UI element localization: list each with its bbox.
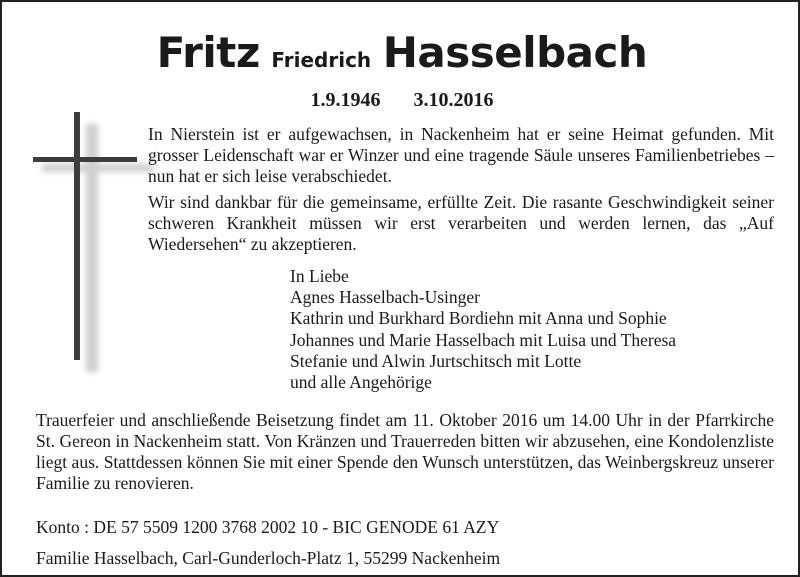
mourner-name: Stefanie und Alwin Jurtschitsch mit Lotte bbox=[290, 350, 582, 371]
paragraph-funeral-details: Trauerfeier und anschließende Beisetzung findet am 11. Oktober 2016 um 14.00 Uhr in der Pfarrkirche St. Gereon in Nackenheim statt. Von Kränzen und Trauerreden bitten wir abzusehen, eine Kondolenzliste liegt aus. Stattdessen können Sie mit einer Spende den Wunsch unterstützen, das Weinbergskreuz unserer Familie zu renovieren. bbox=[36, 410, 774, 493]
paragraph-heritage: In Nierstein ist er aufgewachsen, in Nackenheim hat er seine Heimat gefunden. Mit grosser Leidenschaft war er Winzer und eine tragende Säule unseres Familienbetriebes – nun hat er sich leise verabschiedet. bbox=[148, 124, 774, 186]
middle-name: Friedrich bbox=[271, 48, 372, 72]
first-name: Fritz bbox=[156, 28, 260, 77]
birth-date: 1.9.1946 bbox=[310, 89, 381, 111]
last-name: Hasselbach bbox=[382, 28, 648, 77]
bank-account: Konto : DE 57 5509 1200 3768 2002 10 - BIC GENODE 61 AZY bbox=[36, 517, 500, 537]
death-date: 3.10.2016 bbox=[413, 89, 494, 111]
mourner-name: Agnes Hasselbach-Usinger bbox=[290, 287, 481, 308]
paragraph-gratitude: Wir sind dankbar für die gemeinsame, erfüllte Zeit. Die rasante Geschwindigkeit seiner schweren Krankheit müssen wir erst verarbeiten und werden lernen, das „Auf Wiedersehen“ zu akzeptieren. bbox=[148, 192, 774, 254]
mourner-name: Kathrin und Burkhard Bordiehn mit Anna und Sophie bbox=[290, 308, 667, 329]
signoff-intro: In Liebe bbox=[290, 266, 349, 286]
mourner-name: Johannes und Marie Hasselbach mit Luisa und Theresa bbox=[290, 329, 677, 350]
life-dates bbox=[2, 89, 800, 112]
family-address: Familie Hasselbach, Carl-Gunderloch-Platz 1, 55299 Nackenheim bbox=[36, 548, 501, 568]
family-signoff bbox=[290, 266, 676, 393]
deceased-name bbox=[2, 28, 800, 77]
mourner-name: und alle Angehörige bbox=[290, 371, 432, 392]
